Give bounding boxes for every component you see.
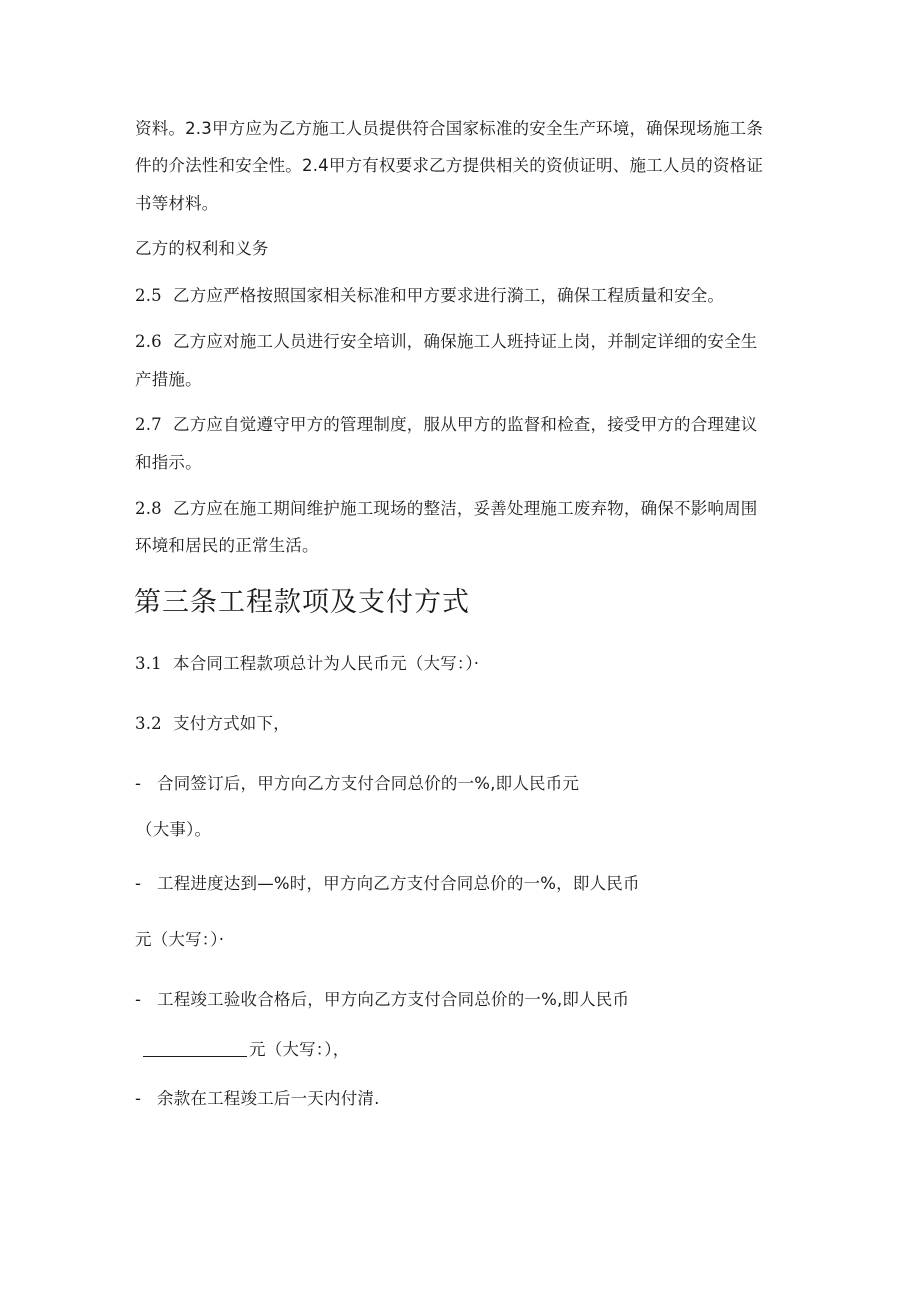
- clause-item: [135, 331, 758, 353]
- clause-text-cont: 环境和居民的正常生活。: [135, 536, 319, 555]
- payment-text: 余款在工程竣工后一天内付清.: [157, 1089, 380, 1108]
- bullet-dash: -: [135, 1089, 142, 1108]
- payment-item: [135, 873, 640, 895]
- clause-item: [135, 653, 479, 675]
- clause-text: 乙方应在施工期间维护施工现场的整洁，妥善处理施工废弃物，确保不影响周围: [173, 499, 758, 518]
- subheading: 乙方的权利和义务: [135, 239, 269, 258]
- clause-item: [135, 285, 724, 307]
- clause-text: 支付方式如下，: [173, 714, 290, 733]
- clause-text-cont: 产措施。: [135, 370, 202, 389]
- clause-text: 乙方应严格按照国家相关标准和甲方要求进行漪工，确保工程质量和安全。: [173, 286, 725, 305]
- clause-number: 2.5: [135, 286, 162, 305]
- paragraph-line: 资料。2.3甲方应为乙方施工人员提供符合国家标准的安全生产环境，确保现场施工条: [135, 119, 764, 138]
- clause-number: 3.2: [135, 714, 162, 733]
- clause-number: 2.8: [135, 499, 162, 518]
- blank-underline: [143, 1038, 247, 1057]
- payment-item: [135, 989, 629, 1011]
- clause-number: 3.1: [135, 654, 162, 673]
- payment-text: 工程竣工验收合格后，甲方向乙方支付合同总价的一%,即人民币: [157, 990, 630, 1009]
- bullet-dash: -: [135, 874, 142, 893]
- payment-text: 工程进度达到—%时，甲方向乙方支付合同总价的一%，即人民币: [157, 874, 640, 893]
- section-heading: 第三条工程款项及支付方式: [134, 587, 470, 618]
- clause-item: [135, 414, 758, 436]
- payment-text-cont: 元（大写：）·: [135, 930, 225, 949]
- clause-number: 2.6: [135, 332, 162, 351]
- clause-text: 乙方应对施工人员进行安全培训，确保施工人班持证上岗，并制定详细的安全生: [173, 332, 758, 351]
- clause-item: [135, 498, 758, 520]
- clause-text: 乙方应自觉遵守甲方的管理制度，服从甲方的监督和检查，接受甲方的合理建议: [173, 415, 758, 434]
- bullet-dash: -: [135, 774, 142, 793]
- payment-text: 元（大写：），: [249, 1040, 350, 1059]
- bullet-dash: -: [135, 990, 142, 1009]
- clause-item: [135, 713, 290, 735]
- payment-item: [135, 773, 579, 795]
- payment-text-cont: （大事）。: [136, 820, 212, 839]
- paragraph-line: 件的介法性和安全性。2.4甲方有权要求乙方提供相关的资侦证明、施工人员的资格证: [135, 156, 764, 175]
- clause-number: 2.7: [135, 415, 162, 434]
- payment-item: [135, 1088, 380, 1110]
- paragraph-line: 书等材料。: [135, 194, 219, 213]
- clause-text-cont: 和指示。: [135, 453, 202, 472]
- clause-text: 本合同工程款项总计为人民币元（大写：）·: [173, 654, 480, 673]
- payment-text-cont: [143, 1038, 349, 1061]
- payment-text: 合同签订后，甲方向乙方支付合同总价的一%,即人民币元: [157, 774, 580, 793]
